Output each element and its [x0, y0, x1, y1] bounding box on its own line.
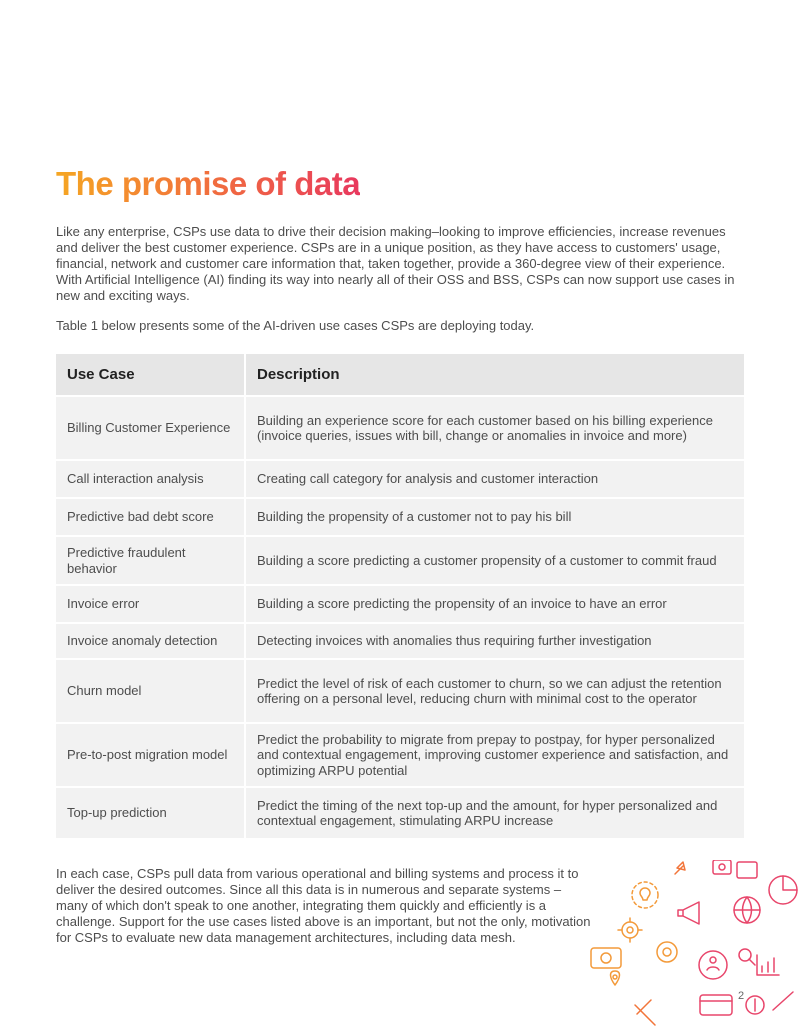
page-number: 2	[738, 990, 745, 1002]
use-case-cell: Billing Customer Experience	[56, 397, 246, 459]
header-description: Description	[246, 354, 744, 395]
location-pin-icon	[611, 971, 620, 985]
description-cell: Creating call category for analysis and customer interaction	[246, 461, 744, 497]
intro-paragraph: Like any enterprise, CSPs use data to drive their decision making–looking to improve efficiencies, increase revenues and deliver the best customer experience. CSPs are in a unique position, as they have access to customers' usage, financial, network and customer care information that, taken together, provide a 360-degree view of their experience. With Artificial Intelligence (AI) finding its way into nearly all of their OSS and BSS, CSPs can now support use cases in new and exciting ways.	[56, 224, 735, 303]
page-title: The promise of data	[56, 165, 361, 202]
table-row	[56, 537, 744, 584]
rocket-icon	[675, 862, 685, 874]
table-row	[56, 461, 744, 497]
tools-icon	[635, 1000, 655, 1025]
use-case-cell: Churn model	[56, 660, 246, 722]
use-case-cell: Predictive fraudulent behavior	[56, 537, 246, 584]
globe-icon	[734, 897, 760, 923]
description-cell: Predict the level of risk of each customer to churn, so we can adjust the retention offering on a personal level, reducing churn with minimal cost to the operator	[246, 660, 744, 722]
use-case-cell: Top-up prediction	[56, 788, 246, 838]
use-case-cell: Invoice error	[56, 586, 246, 622]
use-case-cell: Predictive bad debt score	[56, 499, 246, 535]
lightbulb-icon	[632, 882, 658, 908]
description-cell: Building an experience score for each customer based on his billing experience (invoice queries, issues with bill, change or anomalies in invoice and more)	[246, 397, 744, 459]
use-case-table	[56, 352, 744, 840]
use-case-cell: Call interaction analysis	[56, 461, 246, 497]
table-row	[56, 724, 744, 786]
use-case-cell: Pre-to-post migration model	[56, 724, 246, 786]
pen-icon	[773, 992, 793, 1010]
use-case-cell: Invoice anomaly detection	[56, 624, 246, 658]
bar-chart-icon	[757, 955, 779, 975]
credit-card-icon	[700, 995, 732, 1015]
chat-bubble-icon	[713, 860, 757, 878]
table-row	[56, 397, 744, 459]
people-icon	[699, 951, 727, 979]
table-row	[56, 660, 744, 722]
target-icon	[657, 942, 677, 962]
table-intro-paragraph: Table 1 below presents some of the AI-driven use cases CSPs are deploying today.	[56, 318, 535, 333]
decorative-icon-cluster	[585, 860, 800, 1035]
dollar-icon	[746, 996, 764, 1014]
megaphone-icon	[678, 902, 699, 924]
description-cell: Detecting invoices with anomalies thus requiring further investigation	[246, 624, 744, 658]
table-row	[56, 499, 744, 535]
money-icon	[591, 948, 621, 968]
gear-icon	[618, 918, 642, 942]
description-cell: Building a score predicting the propensity of an invoice to have an error	[246, 586, 744, 622]
closing-paragraph: In each case, CSPs pull data from various operational and billing systems and process it to deliver the desired outcomes. Since all this data is in numerous and separate systems – many of which don't speak to one another, integrating them quickly and efficiently is a challenge. Support for the use cases listed above is an important, but not the only, motivation for CSPs to evaluate new data management architectures, including data mesh.	[56, 866, 591, 945]
description-cell: Predict the probability to migrate from prepay to postpay, for hyper personalized and contextual engagement, improving customer experience and satisfaction, and optimizing ARPU potential	[246, 724, 744, 786]
table-header-row	[56, 354, 744, 395]
table-row	[56, 624, 744, 658]
table-row	[56, 788, 744, 838]
description-cell: Predict the timing of the next top-up and the amount, for hyper personalized and contextual engagement, stimulating ARPU increase	[246, 788, 744, 838]
header-use-case: Use Case	[56, 354, 246, 395]
search-icon	[739, 949, 755, 965]
table-row	[56, 586, 744, 622]
description-cell: Building a score predicting a customer propensity of a customer to commit fraud	[246, 537, 744, 584]
pie-chart-icon	[769, 876, 797, 904]
description-cell: Building the propensity of a customer not to pay his bill	[246, 499, 744, 535]
